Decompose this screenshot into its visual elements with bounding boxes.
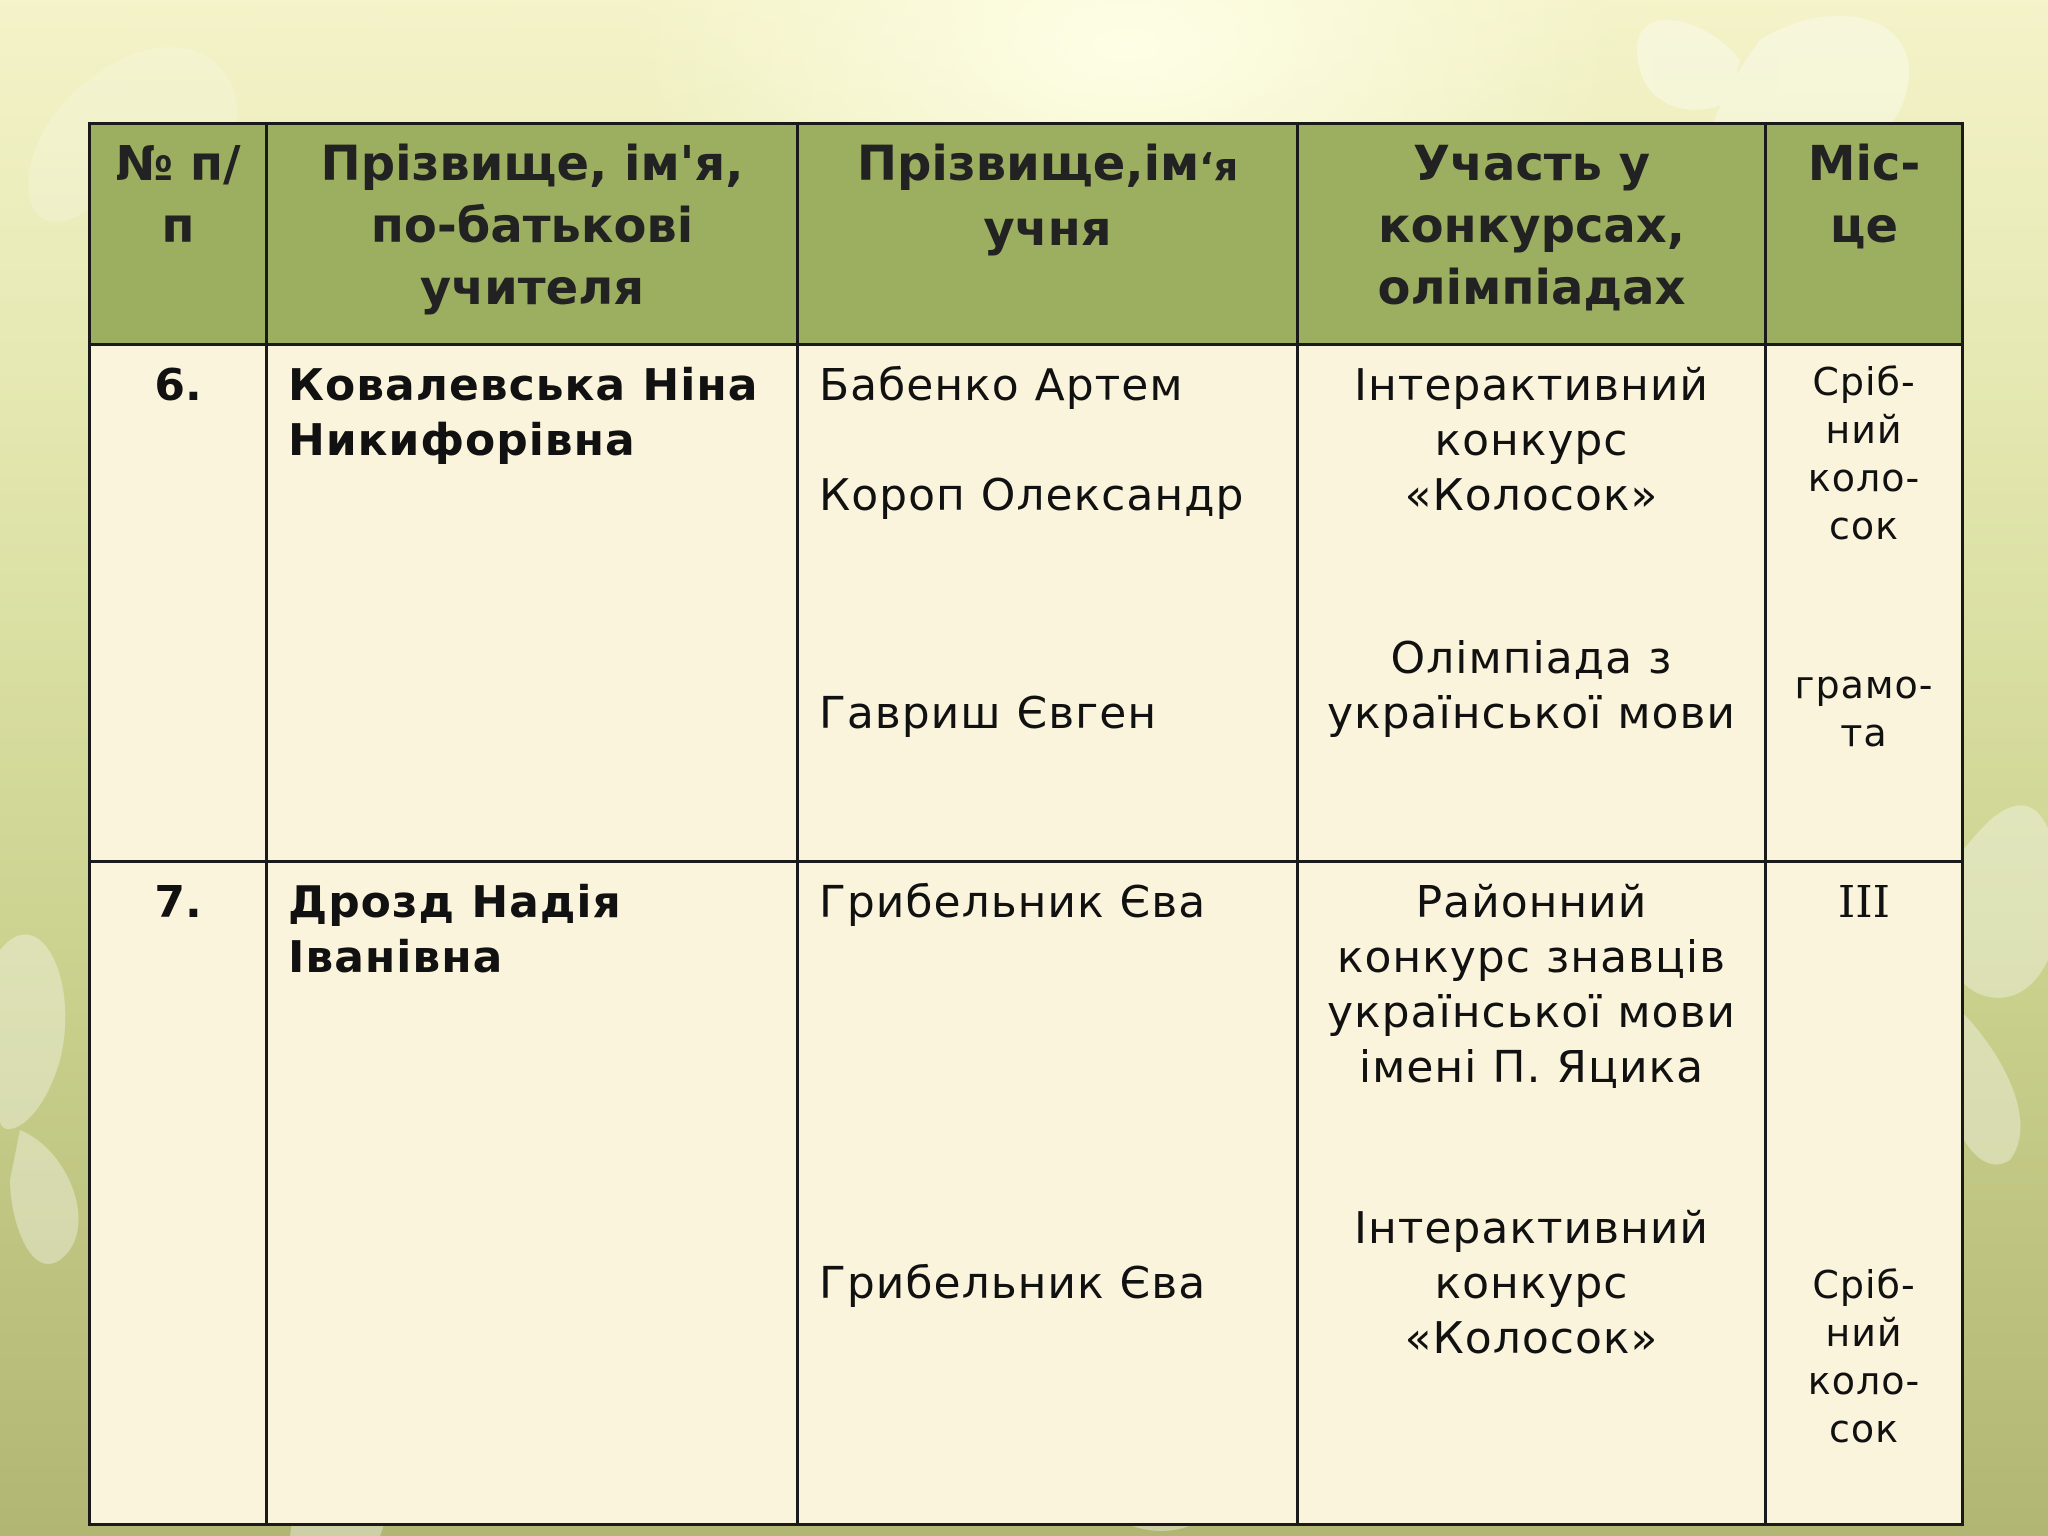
- table-row: [90, 345, 1963, 862]
- contests-cell: [1298, 345, 1766, 862]
- row-number: 7.: [90, 862, 267, 1525]
- place-value: III: [1837, 877, 1891, 928]
- header-student-label-line2: учня: [983, 201, 1112, 257]
- teacher-name: Ковалевська Ніна Никифорівна: [267, 345, 798, 862]
- places-cell: [1766, 862, 1963, 1525]
- table-header-row: [90, 124, 1963, 345]
- header-number: [90, 124, 267, 345]
- student-name: Грибельник Єва: [819, 1258, 1207, 1309]
- place-value: грамо-та: [1794, 663, 1934, 755]
- contest-name: Інтерактивний конкурс «Колосок»: [1353, 360, 1710, 521]
- header-student-label-tail: ‘я: [1199, 145, 1239, 189]
- header-teacher: [267, 124, 798, 345]
- student-name: Грибельник Єва: [819, 877, 1207, 928]
- places-cell: [1766, 345, 1963, 862]
- header-student: [798, 124, 1298, 345]
- table-row: [90, 862, 1963, 1525]
- header-teacher-label: Прізвище, ім'я, по-батькові учителя: [320, 136, 744, 316]
- header-number-label: № п/п: [115, 136, 241, 254]
- header-student-label-main: Прізвище,ім: [856, 136, 1200, 192]
- contests-cell: [1298, 862, 1766, 1525]
- students-cell: [798, 345, 1298, 862]
- contest-name: Інтерактивний конкурс «Колосок»: [1353, 1203, 1710, 1364]
- student-name: Бабенко Артем: [819, 360, 1184, 411]
- row-number: 6.: [90, 345, 267, 862]
- results-table: [88, 122, 1964, 1526]
- student-name: Короп Олександр: [819, 470, 1245, 521]
- place-value: Сріб-ний коло-сок: [1807, 360, 1921, 548]
- teacher-name: Дрозд Надія Іванівна: [267, 862, 798, 1525]
- contest-name: Районний конкурс знавців української мови імені П. Яцика: [1327, 877, 1736, 1093]
- place-value: Сріб-ний коло-сок: [1807, 1263, 1921, 1451]
- header-participation-label: Участь у конкурсах, олімпіадах: [1377, 136, 1686, 316]
- header-participation: [1298, 124, 1766, 345]
- students-cell: [798, 862, 1298, 1525]
- header-place: [1766, 124, 1963, 345]
- contest-name: Олімпіада з української мови: [1327, 633, 1736, 739]
- student-name: Гавриш Євген: [819, 688, 1158, 739]
- header-place-label: Міс-це: [1807, 136, 1921, 254]
